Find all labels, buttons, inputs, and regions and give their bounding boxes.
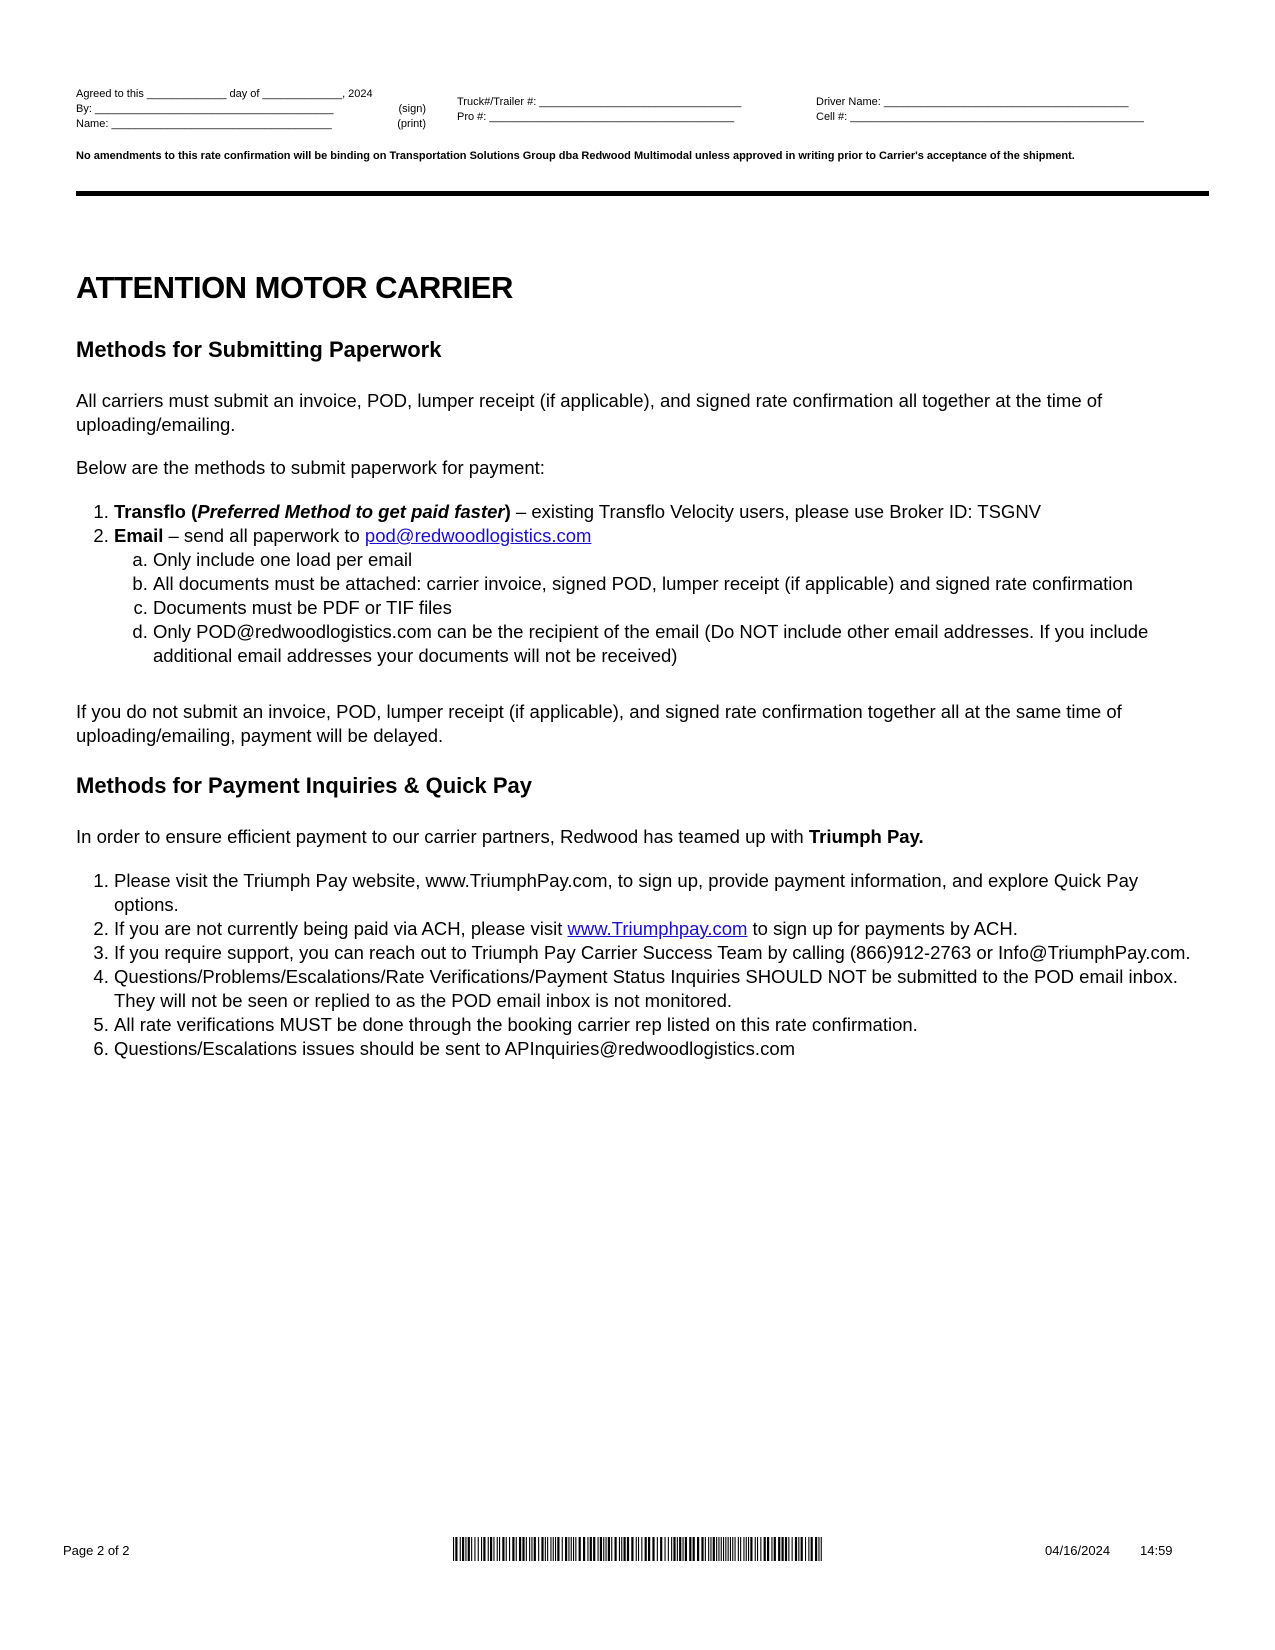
truck-block bbox=[457, 95, 787, 125]
ach-post: to sign up for payments by ACH. bbox=[747, 918, 1018, 939]
name-line: Name: ____________________________________ bbox=[76, 118, 332, 130]
name-row bbox=[76, 117, 426, 132]
pod-email-link[interactable]: pod@redwoodlogistics.com bbox=[364, 525, 592, 546]
list-item: 4. Questions/Problems/Escalations/Rate Verifications/Payment Status Inquiries SHOULD NOT be submitted to the POD email inbox. They will not be seen or replied to as the POD email inbox is not monitored. bbox=[114, 965, 1206, 1013]
email-detail: – send all paperwork to bbox=[163, 525, 365, 546]
paperwork-methods-list bbox=[76, 500, 1206, 668]
payment-methods-list bbox=[76, 869, 1206, 1061]
list-item: d. Only POD@redwoodlogistics.com can be the recipient of the email (Do NOT include other email addresses. If you include additional email addresses your documents will not be received) bbox=[153, 620, 1206, 668]
footer-date: 04/16/2024 bbox=[1045, 1543, 1111, 1558]
transflo-detail: – existing Transflo Velocity users, please use Broker ID: TSGNV bbox=[510, 501, 1042, 522]
list-item bbox=[114, 500, 1206, 524]
footer-time: 14:59 bbox=[1140, 1543, 1173, 1558]
driver-block bbox=[816, 95, 1176, 125]
email-label: Email bbox=[114, 525, 164, 546]
page-number: Page 2 of 2 bbox=[63, 1543, 130, 1558]
page-title: ATTENTION MOTOR CARRIER bbox=[76, 270, 513, 305]
pro-line: Pro #: ________________________________________ bbox=[457, 111, 735, 123]
section-heading-paperwork: Methods for Submitting Paperwork bbox=[76, 337, 442, 362]
list-item: b. All documents must be attached: carrier invoice, signed POD, lumper receipt (if applicable) and signed rate confirmation bbox=[153, 572, 1206, 596]
triumph-pay-name: Triumph Pay. bbox=[808, 826, 924, 847]
list-item: 5. All rate verifications MUST be done through the booking carrier rep listed on this rate confirmation. bbox=[114, 1013, 1206, 1037]
driver-name-line: Driver Name: ________________________________________ bbox=[816, 96, 1129, 108]
list-item: 1. Please visit the Triumph Pay website, www.TriumphPay.com, to sign up, provide payment information, and explore Quick Pay options. bbox=[114, 869, 1206, 917]
truck-trailer-line: Truck#/Trailer #: _________________________________ bbox=[457, 96, 742, 108]
list-item bbox=[114, 524, 1206, 668]
by-suffix: (sign) bbox=[398, 103, 426, 115]
payment-intro-text: In order to ensure efficient payment to our carrier partners, Redwood has teamed up with bbox=[76, 826, 809, 847]
transflo-close: ) bbox=[504, 501, 511, 522]
by-row bbox=[76, 102, 426, 117]
payment-intro bbox=[76, 825, 1206, 849]
section-heading-payment: Methods for Payment Inquiries & Quick Pay bbox=[76, 773, 532, 798]
list-item: a. Only include one load per email bbox=[153, 548, 1206, 572]
triumphpay-link[interactable]: www.Triumphpay.com bbox=[567, 918, 748, 939]
list-item: 6. Questions/Escalations issues should be sent to APInquiries@redwoodlogistics.com bbox=[114, 1037, 1206, 1061]
agreed-line: Agreed to this _____________ day of _____________, 2024 bbox=[76, 88, 373, 100]
ach-pre: If you are not currently being paid via ACH, please visit bbox=[114, 918, 568, 939]
header-divider bbox=[76, 191, 1209, 196]
signature-block bbox=[76, 87, 426, 132]
transflo-preferred: Preferred Method to get paid faster bbox=[197, 501, 505, 522]
list-item: 3. If you require support, you can reach out to Triumph Pay Carrier Success Team by calling (866)912-2763 or Info@TriumphPay.com. bbox=[114, 941, 1206, 965]
paperwork-intro: All carriers must submit an invoice, POD, lumper receipt (if applicable), and signed rate confirmation all together at the time of uploading/emailing. bbox=[76, 390, 1103, 435]
name-suffix: (print) bbox=[397, 118, 426, 130]
transflo-label: Transflo ( bbox=[114, 501, 198, 522]
paperwork-methods-intro: Below are the methods to submit paperwork for payment: bbox=[76, 457, 545, 478]
list-item bbox=[114, 917, 1206, 941]
list-item: c. Documents must be PDF or TIF files bbox=[153, 596, 1206, 620]
by-line: By: _______________________________________ bbox=[76, 103, 334, 115]
paperwork-warning: If you do not submit an invoice, POD, lumper receipt (if applicable), and signed rate confirmation together all at the same time of uploading/emailing, payment will be delayed. bbox=[76, 701, 1122, 746]
amendment-disclaimer: No amendments to this rate confirmation will be binding on Transportation Solutions Group dba Redwood Multimodal unless approved in writing prior to Carrier's acceptance of the shipment. bbox=[76, 150, 1075, 162]
barcode-image bbox=[453, 1537, 823, 1561]
cell-line: Cell #: ________________________________________________ bbox=[816, 111, 1144, 123]
